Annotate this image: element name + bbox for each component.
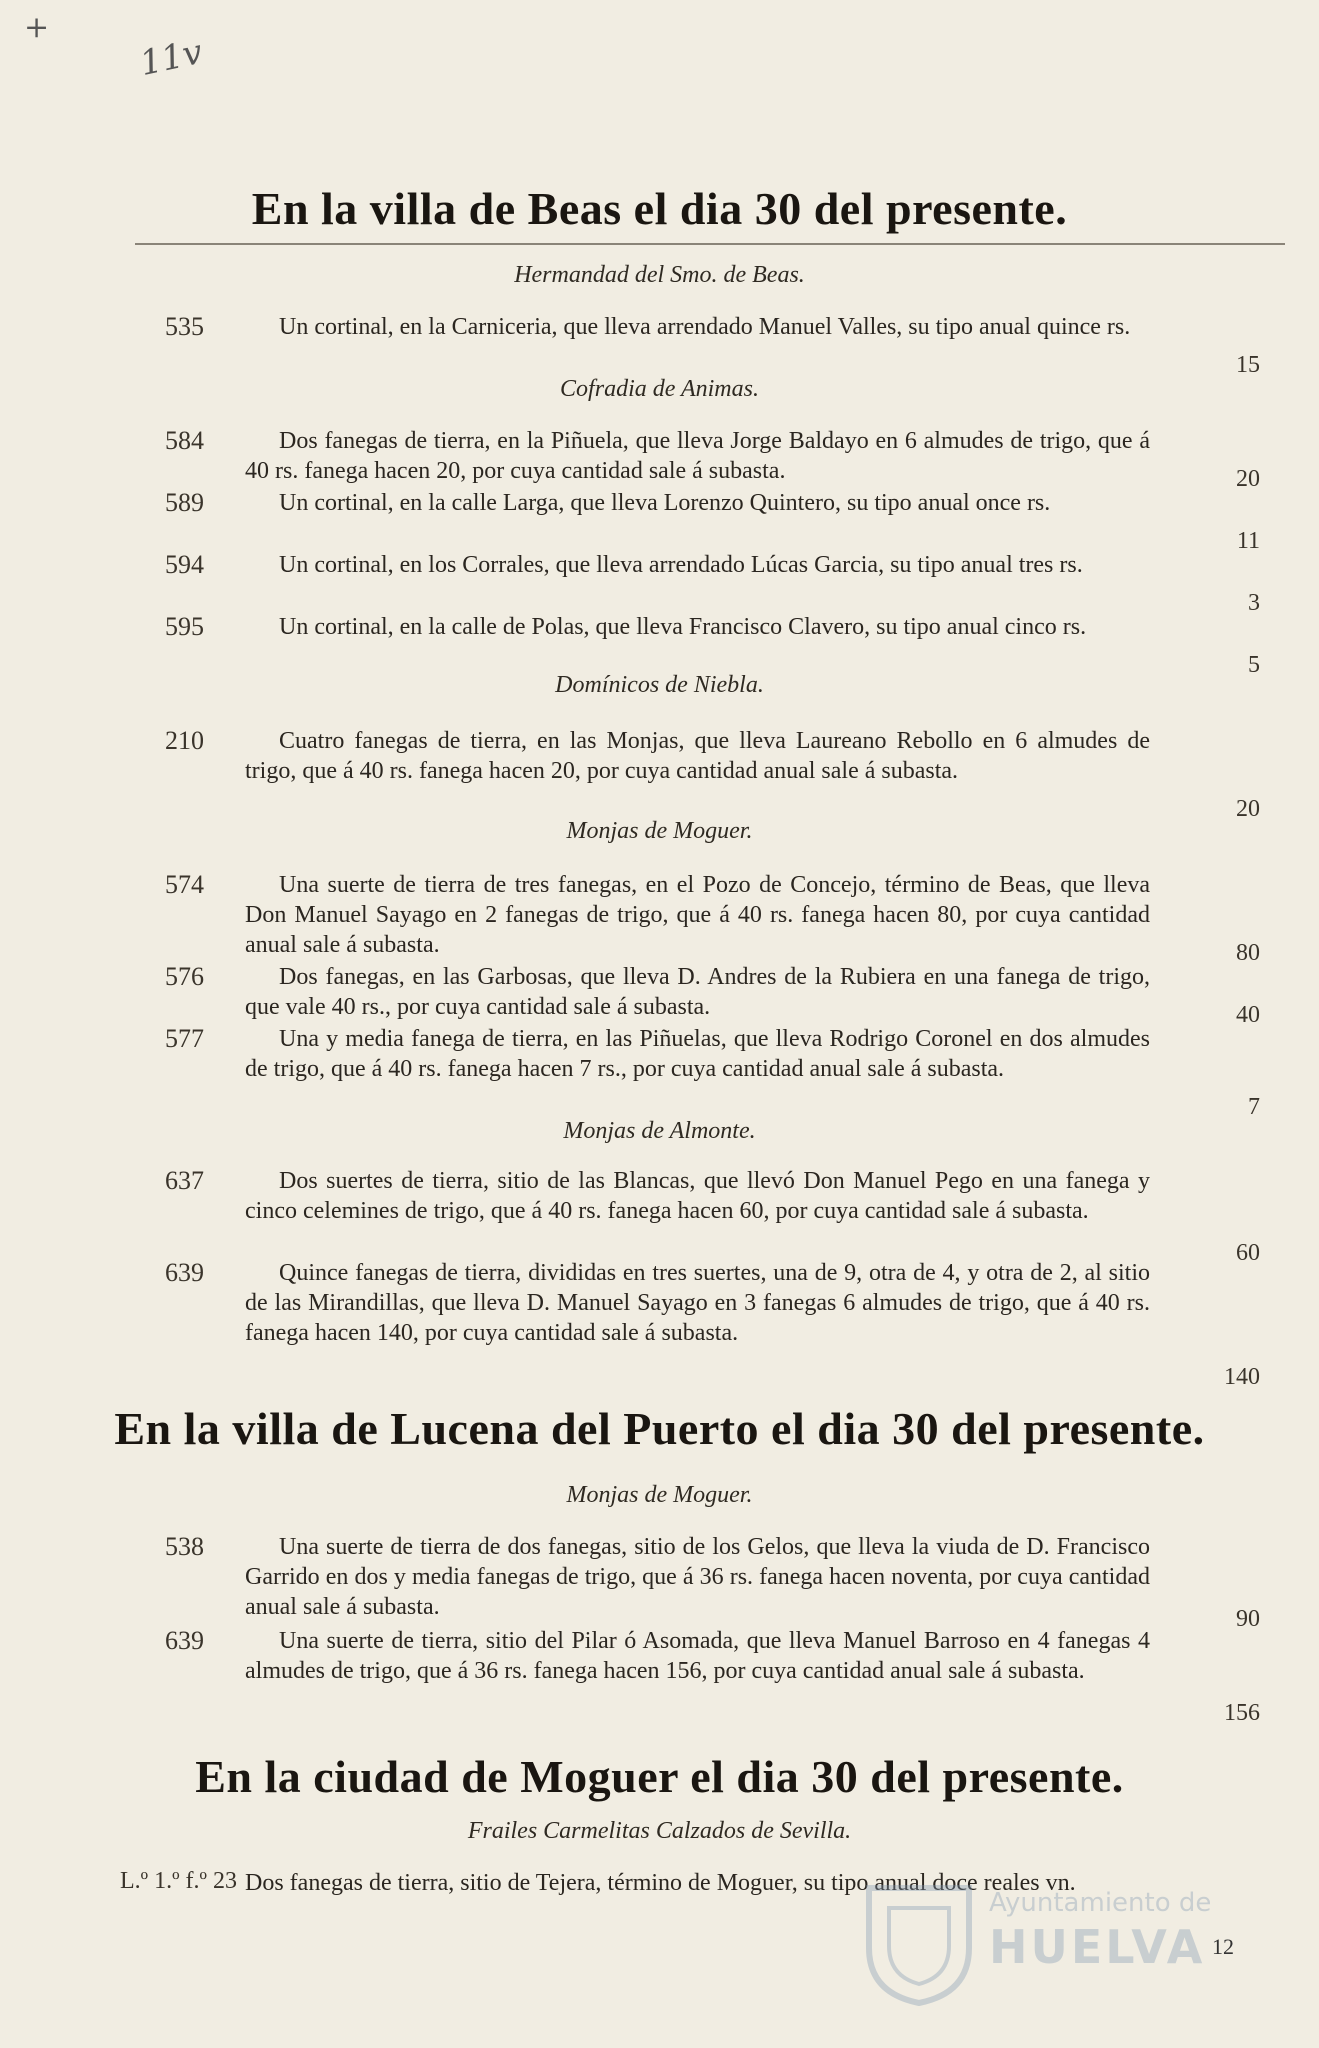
entry-number: 535	[165, 312, 204, 341]
entry-number: 595	[165, 612, 204, 641]
entry-amount: 11	[1236, 528, 1260, 554]
entry-text: Un cortinal, en los Corrales, que lleva arrendado Lúcas Garcia, su tipo anual tres rs.	[279, 552, 1083, 578]
entry-amount: 156	[1224, 1700, 1260, 1726]
group-title: Hermandad del Smo. de Beas.	[514, 262, 805, 288]
shield-icon	[859, 1878, 979, 2008]
group-title: Cofradia de Animas.	[560, 376, 759, 402]
entry-text: Dos suertes de tierra, sitio de las Blancas, que llevó Don Manuel Pego en una fanega y cinco celemines de trigo, que á 40 rs. fanega hacen 60, por cuya cantidad sale á subasta.	[245, 1168, 1150, 1224]
page-number: 12	[1212, 1934, 1234, 1959]
entry-number: 594	[165, 550, 204, 579]
entry-amount: 140	[1224, 1364, 1260, 1390]
entry-number: 584	[165, 426, 204, 455]
entry-number: 574	[165, 870, 204, 899]
entry-text: Una suerte de tierra, sitio del Pilar ó Asomada, que lleva Manuel Barroso en 4 fanegas 4 almudes de trigo, que á 36 rs. fanega hacen 156, por cuya cantidad anual sale á subasta.	[245, 1628, 1150, 1684]
entry-text: Quince fanegas de tierra, divididas en tres suertes, una de 9, otra de 4, y otra de 2, al sitio de las Mirandillas, que lleva D. Manuel Sayago en 3 fanegas 6 almudes de trigo, que á 40 rs. fanega hacen 140, por cuya cantidad sale á subasta.	[245, 1260, 1150, 1346]
group-title: Domínicos de Niebla.	[555, 672, 764, 698]
watermark-top: Ayuntamiento de	[989, 1888, 1212, 1918]
entry-text: Una y media fanega de tierra, en las Piñuelas, que lleva Rodrigo Coronel en dos almudes de trigo, que á 40 rs. fanega hacen 7 rs., por cuya cantidad anual sale á subasta.	[245, 1026, 1150, 1082]
corner-mark: +	[24, 10, 50, 45]
entry-number: L.º 1.º f.º 23	[120, 1868, 237, 1894]
entry-number: 576	[165, 962, 204, 991]
entry-amount: 80	[1236, 940, 1260, 966]
entry-amount: 20	[1236, 466, 1260, 492]
entry-number: 589	[165, 488, 204, 517]
section-heading-lucena: En la villa de Lucena del Puerto el dia 30 del presente.	[114, 1403, 1205, 1454]
group-title: Monjas de Almonte.	[563, 1118, 756, 1144]
entry-text: Dos fanegas de tierra, sitio de Tejera, término de Moguer, su tipo anual doce reales vn.	[245, 1870, 1076, 1896]
entry-number: 639	[165, 1258, 204, 1287]
entry-text: Cuatro fanegas de tierra, en las Monjas, que lleva Laureano Rebollo en 6 almudes de trigo, que á 40 rs. fanega hacen 20, por cuya cantidad anual sale á subasta.	[245, 728, 1150, 784]
entry-amount: 90	[1236, 1606, 1260, 1632]
entry-amount: 20	[1236, 796, 1260, 822]
group-title: Frailes Carmelitas Calzados de Sevilla.	[467, 1818, 852, 1844]
entry-text: Dos fanegas, en las Garbosas, que lleva D. Andres de la Rubiera en una fanega de trigo, que vale 40 rs., por cuya cantidad sale á subasta.	[245, 964, 1150, 1020]
entry-text: Una suerte de tierra de dos fanegas, sitio de los Gelos, que lleva la viuda de D. Francisco Garrido en dos y media fanegas de trigo, que á 36 rs. fanega hacen noventa, por cuya cantidad anual sale á subasta.	[245, 1534, 1150, 1620]
entry-amount: 3	[1248, 590, 1260, 616]
entry-amount: 60	[1236, 1240, 1260, 1266]
section-heading-moguer: En la ciudad de Moguer el dia 30 del presente.	[195, 1751, 1124, 1802]
group-title: Monjas de Moguer.	[566, 1482, 753, 1508]
entry-number: 577	[165, 1024, 204, 1053]
entry-number: 639	[165, 1626, 204, 1655]
watermark-main: HUELVA	[989, 1920, 1206, 1974]
entry-text: Dos fanegas de tierra, en la Piñuela, que lleva Jorge Baldayo en 6 almudes de trigo, que á 40 rs. fanega hacen 20, por cuya cantidad sale á subasta.	[245, 428, 1150, 484]
group-title: Monjas de Moguer.	[566, 818, 753, 844]
entry-number: 210	[165, 726, 204, 755]
entry-text: Un cortinal, en la Carniceria, que lleva arrendado Manuel Valles, su tipo anual quince rs.	[279, 314, 1131, 340]
entry-text: Una suerte de tierra de tres fanegas, en el Pozo de Concejo, término de Beas, que lleva Don Manuel Sayago en 2 fanegas de trigo, que á 40 rs. fanega hacen 80, por cuya cantidad anual sale á subasta.	[245, 872, 1150, 958]
folio-mark: 11v	[136, 31, 206, 85]
entry-amount: 40	[1236, 1002, 1260, 1028]
entry-amount: 5	[1248, 652, 1260, 678]
heading-rule	[135, 243, 1285, 245]
section-heading-beas: En la villa de Beas el dia 30 del presente.	[251, 183, 1068, 234]
entry-number: 538	[165, 1532, 204, 1561]
entry-text: Un cortinal, en la calle de Polas, que lleva Francisco Clavero, su tipo anual cinco rs.	[279, 614, 1087, 640]
entry-amount: 15	[1236, 352, 1260, 378]
entry-number: 637	[165, 1166, 204, 1195]
entry-text: Un cortinal, en la calle Larga, que lleva Lorenzo Quintero, su tipo anual once rs.	[279, 490, 1051, 516]
archive-watermark	[859, 1878, 1239, 2008]
entry-amount: 7	[1248, 1094, 1260, 1120]
